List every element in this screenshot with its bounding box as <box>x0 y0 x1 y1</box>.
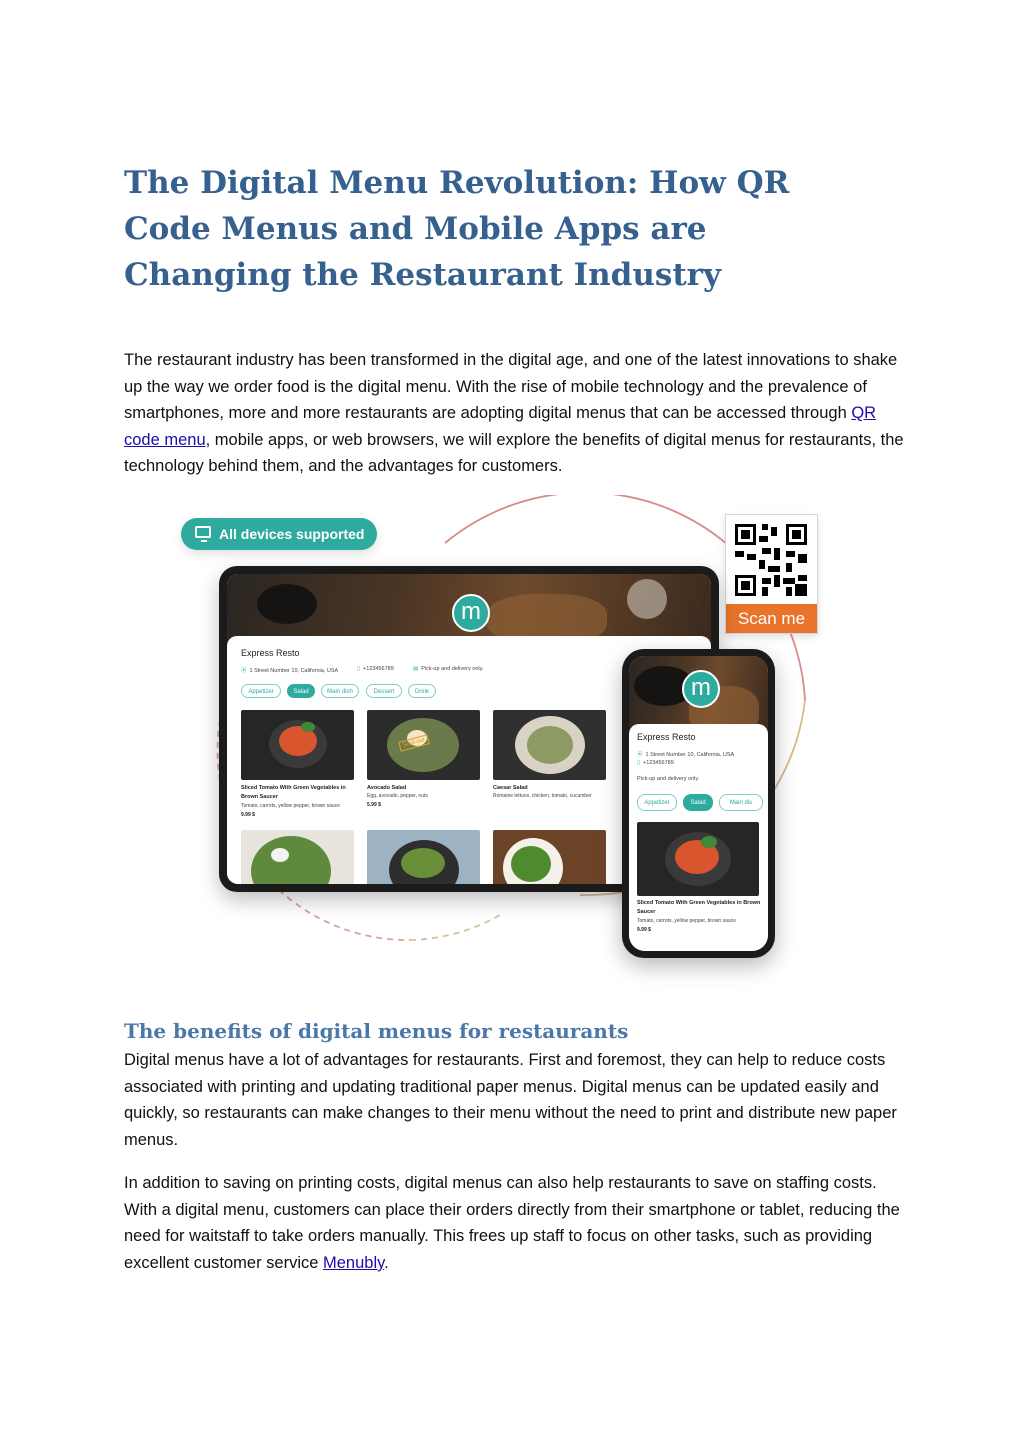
monitor-icon <box>195 526 211 538</box>
dish-name-caesar: Caesar Salad <box>493 785 528 791</box>
phone-restaurant-name: Express Resto <box>637 732 696 742</box>
dish-image-caesar[interactable] <box>493 710 606 780</box>
service-text: Pick-up and delivery only. <box>421 666 484 672</box>
dish-image-greek-salad[interactable] <box>241 830 354 884</box>
dish-image-spinach-salad[interactable] <box>493 830 606 884</box>
service-info <box>413 666 483 672</box>
benefits-paragraph-2 <box>124 1170 904 1276</box>
menubly-link[interactable]: Menubly <box>323 1253 385 1272</box>
note-icon: ▤ <box>413 666 419 672</box>
dish-image-avocado[interactable] <box>367 710 480 780</box>
dish-price-tomato: 9.99 $ <box>241 812 255 818</box>
dish-name-tomato: Sliced Tomato With Green Vegetables in Brown Saucer <box>241 785 346 800</box>
category-appetizer[interactable]: Appetizer <box>241 684 281 698</box>
address-info <box>241 666 338 674</box>
phone-menu-card <box>629 724 768 951</box>
phone-screen <box>629 656 768 951</box>
benefits-paragraph-1: Digital menus have a lot of advantages for restaurants. First and foremost, they can help to reduce costs associated with printing and updating traditional paper menus. Digital menus can be updated easily and quickly, so restaurants can make changes to their menu without the need to print and distribute new paper menus. <box>124 1051 897 1149</box>
sold-out-stamp: Sold out <box>398 734 430 751</box>
intro-paragraph <box>124 347 904 480</box>
p2-text-before: In addition to saving on printing costs, digital menus can also help restaurants to save on staffing costs. With a digital menu, customers can place their orders directly from their smartphone or tablet, reducing the need for waitstaff to take orders manually. This frees up staff to focus on other tasks, such as providing excellent customer service <box>124 1174 900 1272</box>
phone-category-appetizer[interactable]: Appetizer <box>637 794 677 811</box>
category-drink[interactable]: Drink <box>408 684 436 698</box>
badge-label: All devices supported <box>219 526 365 542</box>
dish-name-avocado: Avocado Salad <box>367 785 407 791</box>
dish-desc-caesar: Romaine lettuce, chicken, tomato, cucumber <box>493 793 592 799</box>
phone-category-main-dish[interactable]: Main dis <box>719 794 763 811</box>
restaurant-logo: m <box>452 594 490 632</box>
intro-text-before: The restaurant industry has been transformed in the digital age, and one of the latest innovations to shake up the way we order food is the digital menu. With the rise of mobile technology and the prevalence of smartphones, more and more restaurants are adopting digital menus that can be accessed through <box>124 351 898 423</box>
phone-dish-name: Sliced Tomato With Green Vegetables in Brown Saucer <box>637 900 761 915</box>
phone-icon: ▯ <box>637 760 641 766</box>
category-salad[interactable]: Salad <box>287 684 315 698</box>
address-text: 1 Street Number 10, California, USA <box>249 668 339 674</box>
phone-category-salad[interactable]: Salad <box>683 794 713 811</box>
dish-desc-avocado: Egg, avocado, pepper, nuts <box>367 793 428 799</box>
phone-info <box>357 666 394 672</box>
phone-address-text: 1 Street Number 10, California, USA <box>645 752 735 758</box>
dish-image-tomato[interactable] <box>241 710 354 780</box>
phone-service-info: Pick-up and delivery only. <box>637 776 700 782</box>
phone-text: +123456789 <box>363 666 394 672</box>
p2-text-after: . <box>384 1253 389 1272</box>
all-devices-badge <box>181 518 377 550</box>
phone-dish-price: 9.99 $ <box>637 927 651 933</box>
scan-me-label: Scan me <box>726 604 817 633</box>
dish-price-avocado: 5.99 $ <box>367 802 381 808</box>
phone-restaurant-logo: m <box>682 670 720 708</box>
devices-illustration <box>160 495 840 995</box>
qr-code-card <box>725 514 818 634</box>
category-dessert[interactable]: Dessert <box>366 684 402 698</box>
qr-code-icon <box>735 524 807 596</box>
phone-icon: ▯ <box>357 666 361 672</box>
dish-desc-tomato: Tomato, carrots, yellow pepper, brown sauce <box>241 803 340 809</box>
qr-code-menu-link[interactable]: QR code menu <box>124 404 877 449</box>
phone-phone-info <box>637 760 674 766</box>
location-pin-icon: ⦿ <box>637 752 643 758</box>
phone-dish-image-tomato[interactable] <box>637 822 759 896</box>
category-main-dish[interactable]: Main dish <box>321 684 359 698</box>
restaurant-name: Express Resto <box>241 648 300 658</box>
page-title: The Digital Menu Revolution: How QR Code Menus and Mobile Apps are Changing the Restaurant Industry <box>124 165 790 293</box>
phone-address-info <box>637 750 734 758</box>
phone-phone-text: +123456789 <box>643 760 674 766</box>
dish-image-green-salad[interactable] <box>367 830 480 884</box>
phone-device <box>622 649 775 958</box>
intro-text-after: , mobile apps, or web browsers, we will explore the benefits of digital menus for restaurants, the technology behind them, and the advantages for customers. <box>124 430 904 476</box>
location-pin-icon: ⦿ <box>241 668 247 674</box>
section-heading: The benefits of digital menus for restaurants <box>124 1019 629 1043</box>
phone-dish-desc: Tomato, carrots, yellow pepper, brown sauce <box>637 918 736 924</box>
